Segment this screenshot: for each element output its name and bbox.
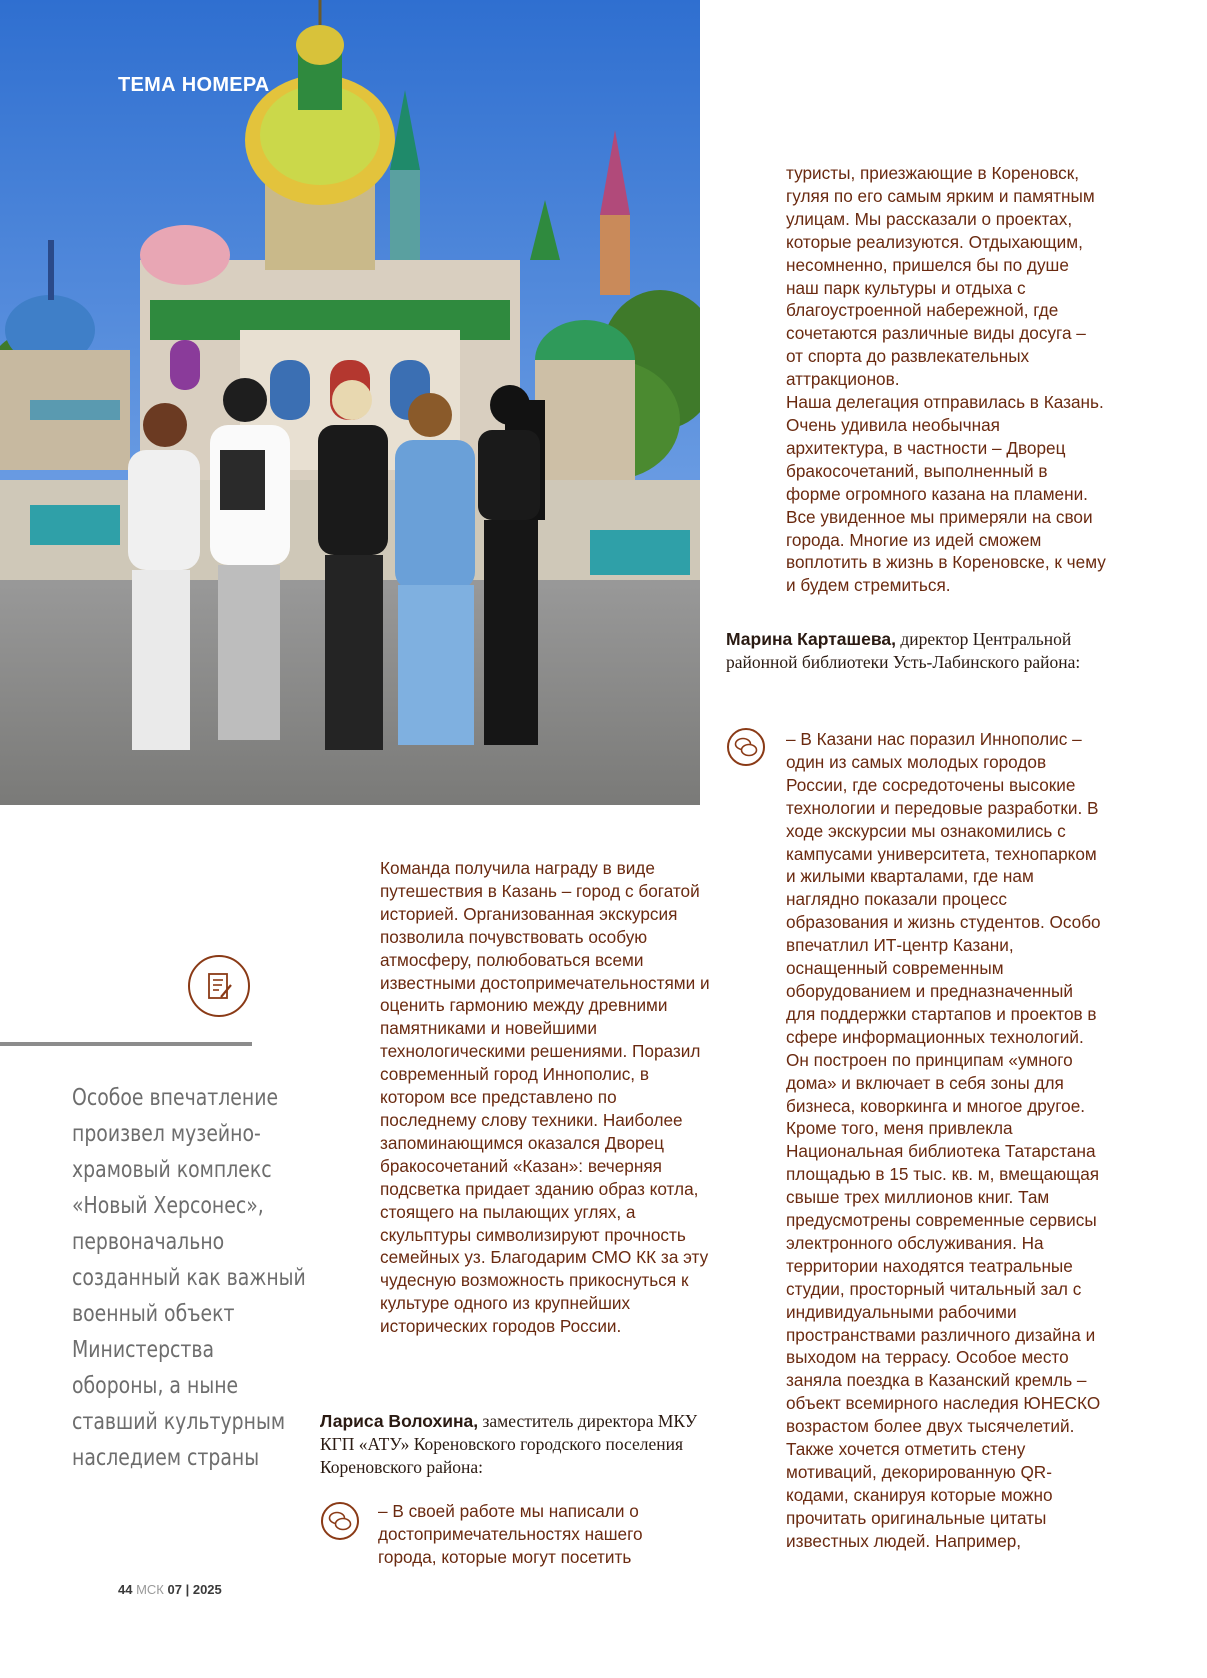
cover-photo — [0, 0, 700, 805]
section-tag: ТЕМА НОМЕРА — [118, 74, 270, 96]
middle-column — [380, 857, 710, 1338]
right-paragraph-2: Наша делегация отправилась в Казань. Очень удивила необычная архитектура, в частности – Дворец бракосочетаний, выполненный в форме огромного казана на пламени. Все увиденное мы примеряли на свои города. Многие из идей сможем воплотить в жизнь в Кореновске, к чему и будем стремиться. — [786, 392, 1106, 596]
right-paragraph-1: туристы, приезжающие в Кореновск, гуляя по его самым ярким и памятным улицам. Мы рассказали о проектах, которые реализуются. Отдыхающим, несомненно, пришелся бы по душе наш парк культуры и отдыха с благоустроенной набережной, где сочетаются различные виды досуга – от спорта до развлекательных аттракционов. — [786, 163, 1095, 390]
document-pen-icon — [188, 955, 250, 1017]
middle-paragraph: Команда получила награду в виде путешествия в Казань – город с богатой историей. Организованная экскурсия позволила почувствовать особую атмосферу, полюбоваться всеми известными достопримечательностями и оценить гармонию между древними памятниками и новейшими технологическими решениями. Поразил современный город Иннополис, в котором все представлено по последнему слову техники. Наиболее запоминающимся оказался Дворец бракосочетаний «Казан»: вечерняя подсветка придает зданию образ котла, стоящего на пылающих углях, а скульптуры символизируют прочность семейных уз. Благодарим СМО КК за эту чудесную возможность прикоснуться к культуре одного из крупнейших исторических городов России. — [380, 858, 710, 1337]
pullquote: Особое впечатление произвел музейно-храмовый комплекс «Новый Херсонес», первоначально созданный как важный военный объект Министерства обороны, а ныне ставший культурным наследием страны — [72, 1085, 306, 1471]
attribution-kartasheva — [726, 628, 1106, 674]
right-column — [786, 162, 1106, 597]
quote-volokhina-text: – В своей работе мы написали о достопримечательностях нашего города, которые могут посетить — [378, 1501, 643, 1567]
speech-bubbles-icon — [727, 728, 765, 766]
magazine-name: МСК — [136, 1582, 164, 1597]
quote-kartasheva-text: – В Казани нас поразил Иннополис – один из самых молодых городов России, где сосредоточены высокие технологии и передовые разработки. В ходе экскурсии мы ознакомились с кампусами университета, технопарком и жилыми кварталами, где нам наглядно показали процесс образования и жизнь студентов. Особо впечатлил ИТ-центр Казани, оснащенный современным оборудованием и предназначенный для поддержки стартапов и проектов в сфере информационных технологий. Он построен по принципам «умного дома» и включает в себя зоны для бизнеса, коворкинга и многое другое. Кроме того, меня привлекла Национальная библиотека Татарстана площадью в 15 тыс. кв. м, вмещающая свыше трех миллионов книг. Там предусмотрены современные сервисы электронного обслуживания. На территории находятся театральные студии, просторный читальный зал с индивидуальными рабочими пространствами различного дизайна и выходом на террасу. Особое место заняла поездка в Казанский кремль – объект всемирного наследия ЮНЕСКО возрастом более двух тысячелетий. Также хочется отметить стену мотиваций, декорированную QR-кодами, сканируя которые можно прочитать оригинальные цитаты известных людей. Например, — [786, 729, 1101, 1551]
attribution-role: заместитель директора МКУ КГП «АТУ» Кореновского городского поселения Кореновского района: — [320, 1411, 698, 1477]
issue-number: 07 | 2025 — [167, 1582, 222, 1597]
page-number: 44 — [118, 1582, 133, 1597]
speech-bubbles-icon — [321, 1502, 359, 1540]
quote-kartasheva — [786, 728, 1106, 1553]
attribution-name: Марина Карташева, — [726, 629, 896, 649]
photo-illustration — [0, 0, 700, 805]
attribution-volokhina — [320, 1410, 715, 1479]
divider-rule — [0, 1042, 252, 1046]
attribution-name: Лариса Волохина, — [320, 1411, 479, 1431]
quote-volokhina — [378, 1500, 688, 1569]
attribution-role: директор Центральной районной библиотеки Усть-Лабинского района: — [726, 629, 1081, 672]
page-footer — [118, 1582, 222, 1597]
